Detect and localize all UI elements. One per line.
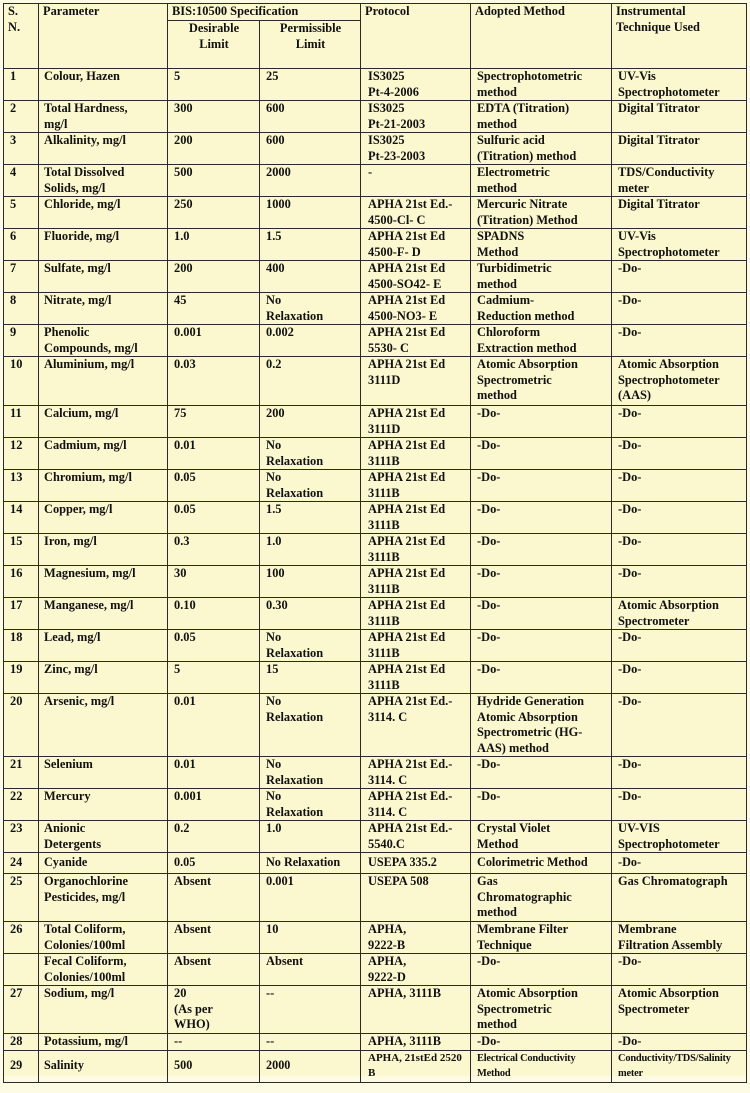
row-desirable-limit: Absent [168,922,260,954]
row-protocol: APHA 21st Ed 3111B [361,662,471,694]
table-row [4,470,747,502]
row-protocol: APHA, 3111B [361,986,471,1034]
row-protocol: APHA 21st Ed 3111B [361,566,471,598]
row-serial-number: 18 [4,630,39,662]
row-adopted-method: Electrometric method [471,165,612,197]
table-row [4,229,747,261]
row-adopted-method: Cadmium- Reduction method [471,293,612,325]
parameter-table [3,3,747,1083]
table-row [4,630,747,662]
row-permissible-limit: No Relaxation [260,789,361,821]
table-row [4,325,747,357]
row-instrumental-technique: -Do- [612,757,747,789]
row-desirable-limit: Absent [168,874,260,922]
row-instrumental-technique: -Do- [612,261,747,293]
row-parameter: Magnesium, mg/l [39,566,168,598]
row-desirable-limit: 0.2 [168,821,260,853]
row-desirable-limit: 300 [168,101,260,133]
row-parameter: Calcium, mg/l [39,406,168,438]
row-instrumental-technique: UV-Vis Spectrophotometer [612,229,747,261]
row-permissible-limit: 100 [260,566,361,598]
table-row [4,502,747,534]
row-serial-number: 12 [4,438,39,470]
row-serial-number: 24 [4,853,39,874]
row-protocol: APHA, 21stEd 2520 B [361,1050,471,1082]
row-desirable-limit: 0.01 [168,438,260,470]
row-parameter: Zinc, mg/l [39,662,168,694]
row-desirable-limit: 30 [168,566,260,598]
row-desirable-limit: Absent [168,954,260,986]
row-adopted-method: Colorimetric Method [471,853,612,874]
table-row [4,922,747,954]
row-desirable-limit: 500 [168,1050,260,1082]
row-adopted-method: Gas Chromatographic method [471,874,612,922]
row-instrumental-technique: -Do- [612,470,747,502]
row-desirable-limit: 500 [168,165,260,197]
row-serial-number: 10 [4,357,39,406]
row-instrumental-technique: UV-Vis Spectrophotometer [612,69,747,101]
row-parameter: Manganese, mg/l [39,598,168,630]
row-protocol: IS3025 Pt-23-2003 [361,133,471,165]
row-instrumental-technique: Membrane Filtration Assembly [612,922,747,954]
table-row [4,954,747,986]
header-desirable-limit: Desirable Limit [168,21,260,69]
row-desirable-limit: 0.001 [168,325,260,357]
row-permissible-limit: 400 [260,261,361,293]
table-row [4,821,747,853]
row-parameter: Nitrate, mg/l [39,293,168,325]
row-protocol: APHA 21st Ed.- 3114. C [361,757,471,789]
table-row [4,986,747,1034]
row-desirable-limit: 0.05 [168,630,260,662]
row-instrumental-technique: Atomic Absorption Spectrometer [612,598,747,630]
row-permissible-limit: No Relaxation [260,757,361,789]
row-adopted-method: -Do- [471,757,612,789]
row-permissible-limit: 1.5 [260,229,361,261]
row-adopted-method: -Do- [471,598,612,630]
row-serial-number: 22 [4,789,39,821]
row-parameter: Copper, mg/l [39,502,168,534]
row-parameter: Sodium, mg/l [39,986,168,1034]
row-protocol: USEPA 508 [361,874,471,922]
row-adopted-method: Crystal Violet Method [471,821,612,853]
row-desirable-limit: 200 [168,261,260,293]
row-adopted-method: Membrane Filter Technique [471,922,612,954]
row-protocol: APHA 21st Ed 4500-SO42- E [361,261,471,293]
header-instrumental-technique: Instrumental Technique Used [612,4,747,69]
table-row [4,1034,747,1051]
row-protocol: APHA 21st Ed 4500-F- D [361,229,471,261]
row-permissible-limit: 0.30 [260,598,361,630]
row-instrumental-technique: Atomic Absorption Spectrophotometer (AAS) [612,357,747,406]
row-instrumental-technique: Digital Titrator [612,197,747,229]
row-instrumental-technique: -Do- [612,406,747,438]
row-parameter: Phenolic Compounds, mg/l [39,325,168,357]
row-instrumental-technique: Atomic Absorption Spectrometer [612,986,747,1034]
row-protocol: USEPA 335.2 [361,853,471,874]
row-permissible-limit: No Relaxation [260,293,361,325]
row-parameter: Aluminium, mg/l [39,357,168,406]
row-adopted-method: EDTA (Titration) method [471,101,612,133]
row-instrumental-technique: -Do- [612,954,747,986]
row-permissible-limit: 0.002 [260,325,361,357]
table-row [4,293,747,325]
table-row [4,874,747,922]
table-row [4,438,747,470]
row-serial-number [4,954,39,986]
row-parameter: Fluoride, mg/l [39,229,168,261]
row-serial-number: 8 [4,293,39,325]
row-permissible-limit: -- [260,1034,361,1051]
row-adopted-method: -Do- [471,1034,612,1051]
row-permissible-limit: 0.2 [260,357,361,406]
row-instrumental-technique: Digital Titrator [612,101,747,133]
row-parameter: Total Coliform, Colonies/100ml [39,922,168,954]
row-adopted-method: SPADNS Method [471,229,612,261]
row-permissible-limit: 15 [260,662,361,694]
row-adopted-method: -Do- [471,789,612,821]
row-desirable-limit: 0.3 [168,534,260,566]
table-row [4,133,747,165]
table-row [4,566,747,598]
row-instrumental-technique: Conductivity/TDS/Salinity meter [612,1050,747,1082]
row-parameter: Alkalinity, mg/l [39,133,168,165]
row-parameter: Mercury [39,789,168,821]
row-protocol: - [361,165,471,197]
row-permissible-limit: Absent [260,954,361,986]
row-permissible-limit: 2000 [260,165,361,197]
row-permissible-limit: 10 [260,922,361,954]
row-parameter: Potassium, mg/l [39,1034,168,1051]
row-adopted-method: Spectrophotometric method [471,69,612,101]
row-parameter: Cadmium, mg/l [39,438,168,470]
row-protocol: APHA, 3111B [361,1034,471,1051]
row-permissible-limit: No Relaxation [260,438,361,470]
row-parameter: Sulfate, mg/l [39,261,168,293]
row-permissible-limit: 600 [260,133,361,165]
row-serial-number: 17 [4,598,39,630]
row-serial-number: 16 [4,566,39,598]
row-serial-number: 5 [4,197,39,229]
row-adopted-method: -Do- [471,438,612,470]
row-adopted-method: -Do- [471,502,612,534]
row-permissible-limit: No Relaxation [260,853,361,874]
row-protocol: APHA, 9222-D [361,954,471,986]
row-parameter: Lead, mg/l [39,630,168,662]
header-sn: S. N. [4,4,39,69]
row-parameter: Chromium, mg/l [39,470,168,502]
row-desirable-limit: 0.05 [168,502,260,534]
row-permissible-limit: 2000 [260,1050,361,1082]
row-instrumental-technique: -Do- [612,789,747,821]
row-protocol: IS3025 Pt-4-2006 [361,69,471,101]
table-row [4,789,747,821]
row-instrumental-technique: UV-VIS Spectrophotometer [612,821,747,853]
table-row [4,694,747,757]
table-row [4,69,747,101]
row-protocol: APHA 21st Ed.- 4500-Cl- C [361,197,471,229]
row-instrumental-technique: -Do- [612,853,747,874]
row-serial-number: 19 [4,662,39,694]
row-instrumental-technique: Digital Titrator [612,133,747,165]
row-adopted-method: Turbidimetric method [471,261,612,293]
row-protocol: APHA 21st Ed.- 3114. C [361,694,471,757]
row-permissible-limit: 1.0 [260,821,361,853]
row-desirable-limit: 200 [168,133,260,165]
header-adopted-method: Adopted Method [471,4,612,69]
row-parameter: Selenium [39,757,168,789]
header-permissible-limit: Permissible Limit [260,21,361,69]
row-desirable-limit: 0.01 [168,757,260,789]
row-serial-number: 28 [4,1034,39,1051]
row-serial-number: 29 [4,1050,39,1082]
table-row [4,598,747,630]
row-instrumental-technique: -Do- [612,694,747,757]
row-serial-number: 7 [4,261,39,293]
row-adopted-method: Mercuric Nitrate (Titration) Method [471,197,612,229]
row-desirable-limit: 0.03 [168,357,260,406]
row-protocol: APHA 21st Ed 3111B [361,470,471,502]
row-serial-number: 21 [4,757,39,789]
water-quality-parameter-table [3,3,746,1079]
row-desirable-limit: 20 (As per WHO) [168,986,260,1034]
row-parameter: Fecal Coliform, Colonies/100ml [39,954,168,986]
table-row [4,1050,747,1082]
row-desirable-limit: 0.10 [168,598,260,630]
row-parameter: Colour, Hazen [39,69,168,101]
row-adopted-method: -Do- [471,566,612,598]
row-serial-number: 11 [4,406,39,438]
header-bis-specification: BIS:10500 Specification [168,4,361,21]
row-serial-number: 2 [4,101,39,133]
row-desirable-limit: 250 [168,197,260,229]
row-instrumental-technique: -Do- [612,630,747,662]
row-desirable-limit: -- [168,1034,260,1051]
row-instrumental-technique: -Do- [612,1034,747,1051]
row-adopted-method: Chloroform Extraction method [471,325,612,357]
table-row [4,197,747,229]
row-parameter: Arsenic, mg/l [39,694,168,757]
row-permissible-limit: 0.001 [260,874,361,922]
row-adopted-method: -Do- [471,662,612,694]
row-permissible-limit: No Relaxation [260,694,361,757]
header-protocol: Protocol [361,4,471,69]
row-desirable-limit: 0.01 [168,694,260,757]
row-adopted-method: Atomic Absorption Spectrometric method [471,357,612,406]
row-permissible-limit: No Relaxation [260,470,361,502]
row-instrumental-technique: -Do- [612,438,747,470]
row-serial-number: 3 [4,133,39,165]
table-body [4,69,747,1083]
row-protocol: APHA 21st Ed 3111B [361,630,471,662]
row-desirable-limit: 5 [168,662,260,694]
row-protocol: APHA 21st Ed.- 3114. C [361,789,471,821]
row-parameter: Chloride, mg/l [39,197,168,229]
row-serial-number: 25 [4,874,39,922]
row-protocol: APHA, 9222-B [361,922,471,954]
row-parameter: Total Dissolved Solids, mg/l [39,165,168,197]
row-parameter: Salinity [39,1050,168,1082]
row-protocol: IS3025 Pt-21-2003 [361,101,471,133]
row-adopted-method: Atomic Absorption Spectrometric method [471,986,612,1034]
row-instrumental-technique: -Do- [612,662,747,694]
row-adopted-method: Sulfuric acid (Titration) method [471,133,612,165]
row-protocol: APHA 21st Ed 3111B [361,598,471,630]
row-parameter: Cyanide [39,853,168,874]
row-permissible-limit: No Relaxation [260,630,361,662]
row-serial-number: 6 [4,229,39,261]
row-adopted-method: -Do- [471,954,612,986]
row-permissible-limit: -- [260,986,361,1034]
row-desirable-limit: 1.0 [168,229,260,261]
row-permissible-limit: 1.5 [260,502,361,534]
row-instrumental-technique: -Do- [612,566,747,598]
row-protocol: APHA 21st Ed 3111D [361,406,471,438]
row-protocol: APHA 21st Ed 3111D [361,357,471,406]
row-desirable-limit: 5 [168,69,260,101]
row-serial-number: 20 [4,694,39,757]
row-adopted-method: -Do- [471,406,612,438]
row-desirable-limit: 0.001 [168,789,260,821]
row-desirable-limit: 0.05 [168,853,260,874]
row-serial-number: 13 [4,470,39,502]
row-instrumental-technique: -Do- [612,293,747,325]
row-desirable-limit: 75 [168,406,260,438]
row-protocol: APHA 21st Ed 3111B [361,534,471,566]
table-row [4,406,747,438]
row-permissible-limit: 200 [260,406,361,438]
row-instrumental-technique: -Do- [612,502,747,534]
row-permissible-limit: 600 [260,101,361,133]
table-row [4,165,747,197]
row-serial-number: 23 [4,821,39,853]
table-row [4,757,747,789]
row-permissible-limit: 25 [260,69,361,101]
row-desirable-limit: 45 [168,293,260,325]
table-row [4,357,747,406]
header-parameter: Parameter [39,4,168,69]
row-permissible-limit: 1000 [260,197,361,229]
row-instrumental-technique: -Do- [612,325,747,357]
row-adopted-method: Electrical Conductivity Method [471,1050,612,1082]
row-serial-number: 4 [4,165,39,197]
row-serial-number: 14 [4,502,39,534]
row-desirable-limit: 0.05 [168,470,260,502]
row-parameter: Iron, mg/l [39,534,168,566]
row-parameter: Organochlorine Pesticides, mg/l [39,874,168,922]
row-parameter: Anionic Detergents [39,821,168,853]
row-serial-number: 15 [4,534,39,566]
table-row [4,662,747,694]
table-row [4,534,747,566]
row-adopted-method: -Do- [471,534,612,566]
row-parameter: Total Hardness, mg/l [39,101,168,133]
row-instrumental-technique: -Do- [612,534,747,566]
table-row [4,101,747,133]
table-row [4,853,747,874]
row-adopted-method: -Do- [471,630,612,662]
row-adopted-method: Hydride Generation Atomic Absorption Spectrometric (HG- AAS) method [471,694,612,757]
row-serial-number: 9 [4,325,39,357]
row-protocol: APHA 21st Ed.- 5540.C [361,821,471,853]
row-instrumental-technique: TDS/Conductivity meter [612,165,747,197]
row-protocol: APHA 21st Ed 3111B [361,502,471,534]
row-serial-number: 27 [4,986,39,1034]
row-protocol: APHA 21st Ed 4500-NO3- E [361,293,471,325]
row-permissible-limit: 1.0 [260,534,361,566]
row-serial-number: 1 [4,69,39,101]
row-adopted-method: -Do- [471,470,612,502]
table-row [4,261,747,293]
row-instrumental-technique: Gas Chromatograph [612,874,747,922]
row-protocol: APHA 21st Ed 3111B [361,438,471,470]
row-protocol: APHA 21st Ed 5530- C [361,325,471,357]
row-serial-number: 26 [4,922,39,954]
